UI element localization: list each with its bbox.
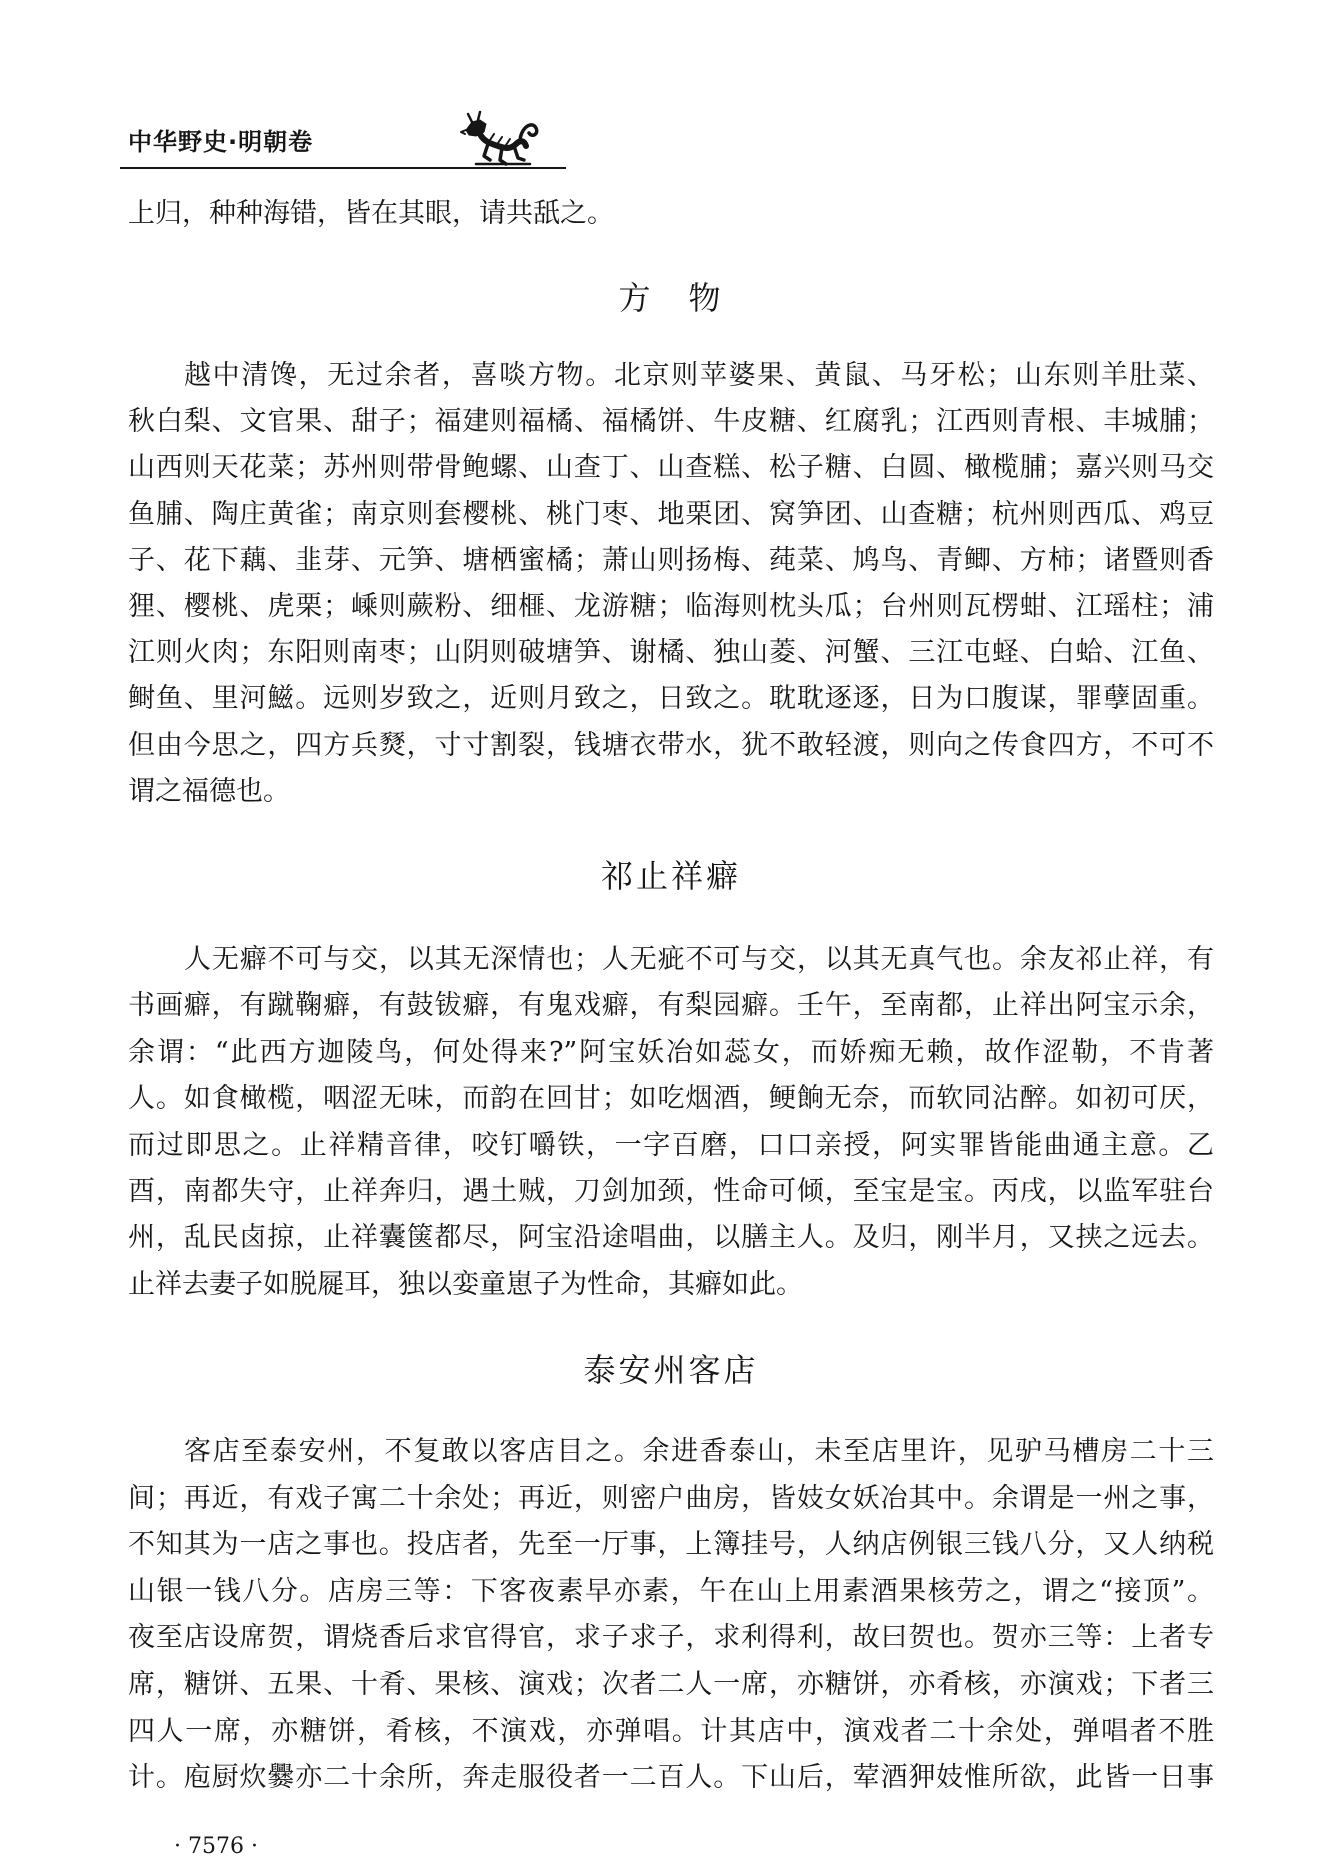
section-body-taian-inn — [128, 1429, 1214, 1802]
page-number: · 7576 · — [174, 1834, 258, 1859]
text-line: 四人一席，亦糖饼，肴核，不演戏，亦弹唱。计其店中，演戏者二十余处，弹唱者不胜 — [128, 1715, 1214, 1747]
text-line: 州，乱民卤掠，止祥囊箧都尽，阿宝沿途唱曲，以膳主人。及归，刚半月，又挟之远去。 — [128, 1222, 1214, 1254]
text-line: 酉，南都失守，止祥奔归，遇土贼，刀剑加颈，性命可倾，至宝是宝。丙戌，以监军驻台 — [128, 1175, 1214, 1207]
text-line: 计。庖厨炊爨亦二十余所，奔走服役者一二百人。下山后，荤酒狎妓惟所欲，此皆一日事 — [128, 1762, 1214, 1794]
section-heading-taian-inn: 泰安州客店 — [583, 1351, 759, 1389]
dragon-icon — [460, 110, 540, 170]
text-line: 夜至店设席贺，谓烧香后求官得官，求子求子，求利得利，故曰贺也。贺亦三等：上者专 — [128, 1622, 1214, 1654]
text-line: 鲥鱼、里河鰦。远则岁致之，近则月致之，日致之。耽耽逐逐，日为口腹谋，罪孽固重。 — [128, 683, 1214, 715]
text-line: 谓之福德也。 — [128, 775, 290, 807]
text-line: 子、花下藕、韭芽、元笋、塘栖蜜橘；萧山则扬梅、莼菜、鸠鸟、青鲫、方柿；诸暨则香 — [128, 544, 1214, 576]
text-line: 越中清馋，无过余者，喜啖方物。北京则苹婆果、黄鼠、马牙松；山东则羊肚菜、 — [184, 360, 1214, 391]
header-rule — [120, 167, 566, 169]
text-line: 鱼脯、陶庄黄雀；南京则套樱桃、桃门枣、地栗团、窝笋团、山查糖；杭州则西瓜、鸡豆 — [128, 498, 1214, 530]
section-heading-fangwu: 方 物 — [618, 279, 724, 317]
continuation-line: 上归，种种海错，皆在其眼，请共舐之。 — [128, 198, 614, 229]
section-body-fangwu — [128, 353, 1214, 815]
text-line: 江则火肉；东阳则南枣；山阴则破塘笋、谢橘、独山菱、河蟹、三江屯蛏、白蛤、江鱼、 — [128, 637, 1214, 669]
text-line: 止祥去妻子如脱屣耳，独以娈童崽子为性命，其癖如此。 — [128, 1268, 803, 1300]
text-line: 余谓：“此西方迦陵鸟，何处得来?”阿宝妖冶如蕊女，而娇痴无赖，故作涩勒，不肯著 — [128, 1036, 1214, 1068]
text-line: 山银一钱八分。店房三等：下客夜素早亦素，午在山上用素酒果核劳之，谓之“接顶”。 — [128, 1575, 1214, 1607]
text-line: 不知其为一店之事也。投店者，先至一厅事，上簿挂号，人纳店例银三钱八分，又人纳税 — [128, 1529, 1214, 1561]
section-body-qi-zhixiang — [128, 937, 1214, 1308]
text-line: 席，糖饼、五果、十肴、果核、演戏；次者二人一席，亦糖饼，亦肴核，亦演戏；下者三 — [128, 1668, 1214, 1700]
text-line: 山西则天花菜；苏州则带骨鲍螺、山查丁、山查糕、松子糖、白圆、橄榄脯；嘉兴则马交 — [128, 452, 1214, 484]
text-line: 人。如食橄榄，咽涩无味，而韵在回甘；如吃烟酒，鲠餉无奈，而软同沾醉。如初可厌， — [128, 1083, 1214, 1115]
text-line: 人无癖不可与交，以其无深情也；人无疵不可与交，以其无真气也。余友祁止祥，有 — [184, 944, 1214, 975]
text-line: 但由今思之，四方兵燹，寸寸割裂，钱塘衣带水，犹不敢轻渡，则向之传食四方，不可不 — [128, 729, 1214, 761]
text-line: 而过即思之。止祥精音律，咬钉嚼铁，一字百磨，口口亲授，阿实罪皆能曲通主意。乙 — [128, 1129, 1214, 1161]
text-line: 狸、樱桃、虎栗；嵊则蕨粉、细榧、龙游糖；临海则枕头瓜；台州则瓦楞蚶、江瑶柱；浦 — [128, 590, 1214, 622]
text-line: 书画癖，有蹴鞠癖，有鼓钹癖，有鬼戏癖，有梨园癖。壬午，至南都，止祥出阿宝示余， — [128, 990, 1214, 1022]
section-heading-qi-zhixiang: 祁止祥癖 — [600, 857, 741, 895]
text-line: 秋白梨、文官果、甜子；福建则福橘、福橘饼、牛皮糖、红腐乳；江西则青根、丰城脯； — [128, 406, 1214, 438]
running-header-title: 中华野史·明朝卷 — [128, 128, 314, 156]
text-line: 间；再近，有戏子寓二十余处；再近，则密户曲房，皆妓女妖冶其中。余谓是一州之事， — [128, 1482, 1214, 1514]
text-line: 客店至泰安州，不复敢以客店目之。余进香泰山，未至店里许，见驴马槽房二十三 — [184, 1436, 1214, 1467]
